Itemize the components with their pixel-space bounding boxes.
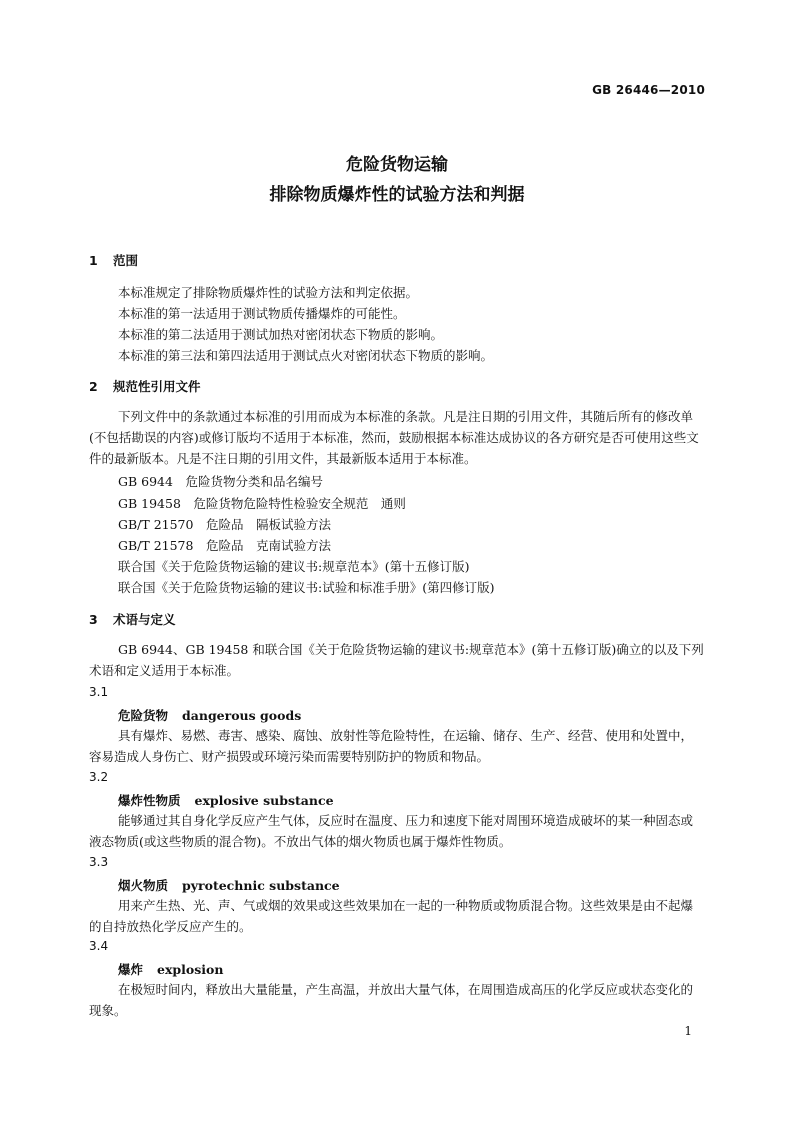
term-en: explosion: [157, 962, 224, 977]
section-title: 规范性引用文件: [113, 379, 201, 394]
scope-line-2: 本标准的第一法适用于测试物质传播爆炸的可能性。: [118, 306, 406, 321]
term-definition: 在极短时间内，释放出大量能量，产生高温，并放出大量气体，在周围造成高压的化学反应或状态变化的现象。: [89, 982, 694, 1018]
section-1-heading: [89, 251, 138, 269]
term-zh: 危险货物: [118, 708, 169, 723]
term-heading: [118, 960, 223, 978]
section-2-heading: [89, 377, 201, 395]
section-number: 2: [89, 379, 98, 394]
scope-line-3: 本标准的第二法适用于测试加热对密闭状态下物质的影响。: [118, 327, 444, 342]
terms-intro: GB 6944、GB 19458 和联合国《关于危险货物运输的建议书:规章范本》(第十五修订版)确立的以及下列术语和定义适用于本标准。: [89, 642, 704, 678]
page-number: 1: [684, 1024, 692, 1038]
reference-item: 联合国《关于危险货物运输的建议书:试验和标准手册》(第四修订版): [118, 580, 495, 595]
reference-item: GB/T 21578 危险品 克南试验方法: [118, 538, 331, 553]
term-definition: 用来产生热、光、声、气或烟的效果或这些效果加在一起的一种物质或物质混合物。这些效果是由不起爆的自持放热化学反应产生的。: [89, 898, 694, 934]
term-heading: [118, 791, 334, 809]
standard-number: GB 26446—2010: [592, 83, 705, 97]
scope-line-4: 本标准的第三法和第四法适用于测试点火对密闭状态下物质的影响。: [118, 348, 494, 363]
reference-item: GB 6944 危险货物分类和品名编号: [118, 474, 323, 489]
reference-item: GB 19458 危险货物危险特性检验安全规范 通则: [118, 496, 406, 511]
term-heading: [118, 876, 340, 894]
document-title-line1: 危险货物运输: [346, 155, 448, 175]
term-zh: 爆炸性物质: [118, 793, 181, 808]
term-zh: 烟火物质: [118, 878, 169, 893]
term-definition: 能够通过其自身化学反应产生气体，反应时在温度、压力和速度下能对周围环境造成破坏的某一种固态或液态物质(或这些物质的混合物)。不放出气体的烟火物质也属于爆炸性物质。: [89, 813, 694, 849]
term-number: 3.2: [89, 770, 109, 784]
term-number: 3.3: [89, 855, 109, 869]
section-number: 3: [89, 612, 98, 627]
document-title-line2: 排除物质爆炸性的试验方法和判据: [269, 185, 525, 205]
reference-item: 联合国《关于危险货物运输的建议书:规章范本》(第十五修订版): [118, 559, 470, 574]
reference-item: GB/T 21570 危险品 隔板试验方法: [118, 517, 331, 532]
term-number: 3.4: [89, 939, 109, 953]
section-title: 术语与定义: [113, 612, 176, 627]
section-3-heading: [89, 610, 176, 628]
term-heading: [118, 706, 301, 724]
term-zh: 爆炸: [118, 962, 144, 977]
scope-line-1: 本标准规定了排除物质爆炸性的试验方法和判定依据。: [118, 285, 419, 300]
term-en: pyrotechnic substance: [182, 878, 340, 893]
section-title: 范围: [113, 253, 139, 268]
term-en: explosive substance: [194, 793, 334, 808]
term-en: dangerous goods: [182, 708, 302, 723]
section-number: 1: [89, 253, 98, 268]
term-definition: 具有爆炸、易燃、毒害、感染、腐蚀、放射性等危险特性，在运输、储存、生产、经营、使用和处置中，容易造成人身伤亡、财产损毁或环境污染而需要特别防护的物质和物品。: [89, 728, 694, 764]
term-number: 3.1: [89, 685, 109, 699]
references-intro: 下列文件中的条款通过本标准的引用而成为本标准的条款。凡是注日期的引用文件，其随后所有的修改单(不包括勘误的内容)或修订版均不适用于本标准，然而，鼓励根据本标准达成协议的各方研究是否可使用这些文件的最新版本。凡是不注日期的引用文件，其最新版本适用于本标准。: [89, 409, 699, 466]
